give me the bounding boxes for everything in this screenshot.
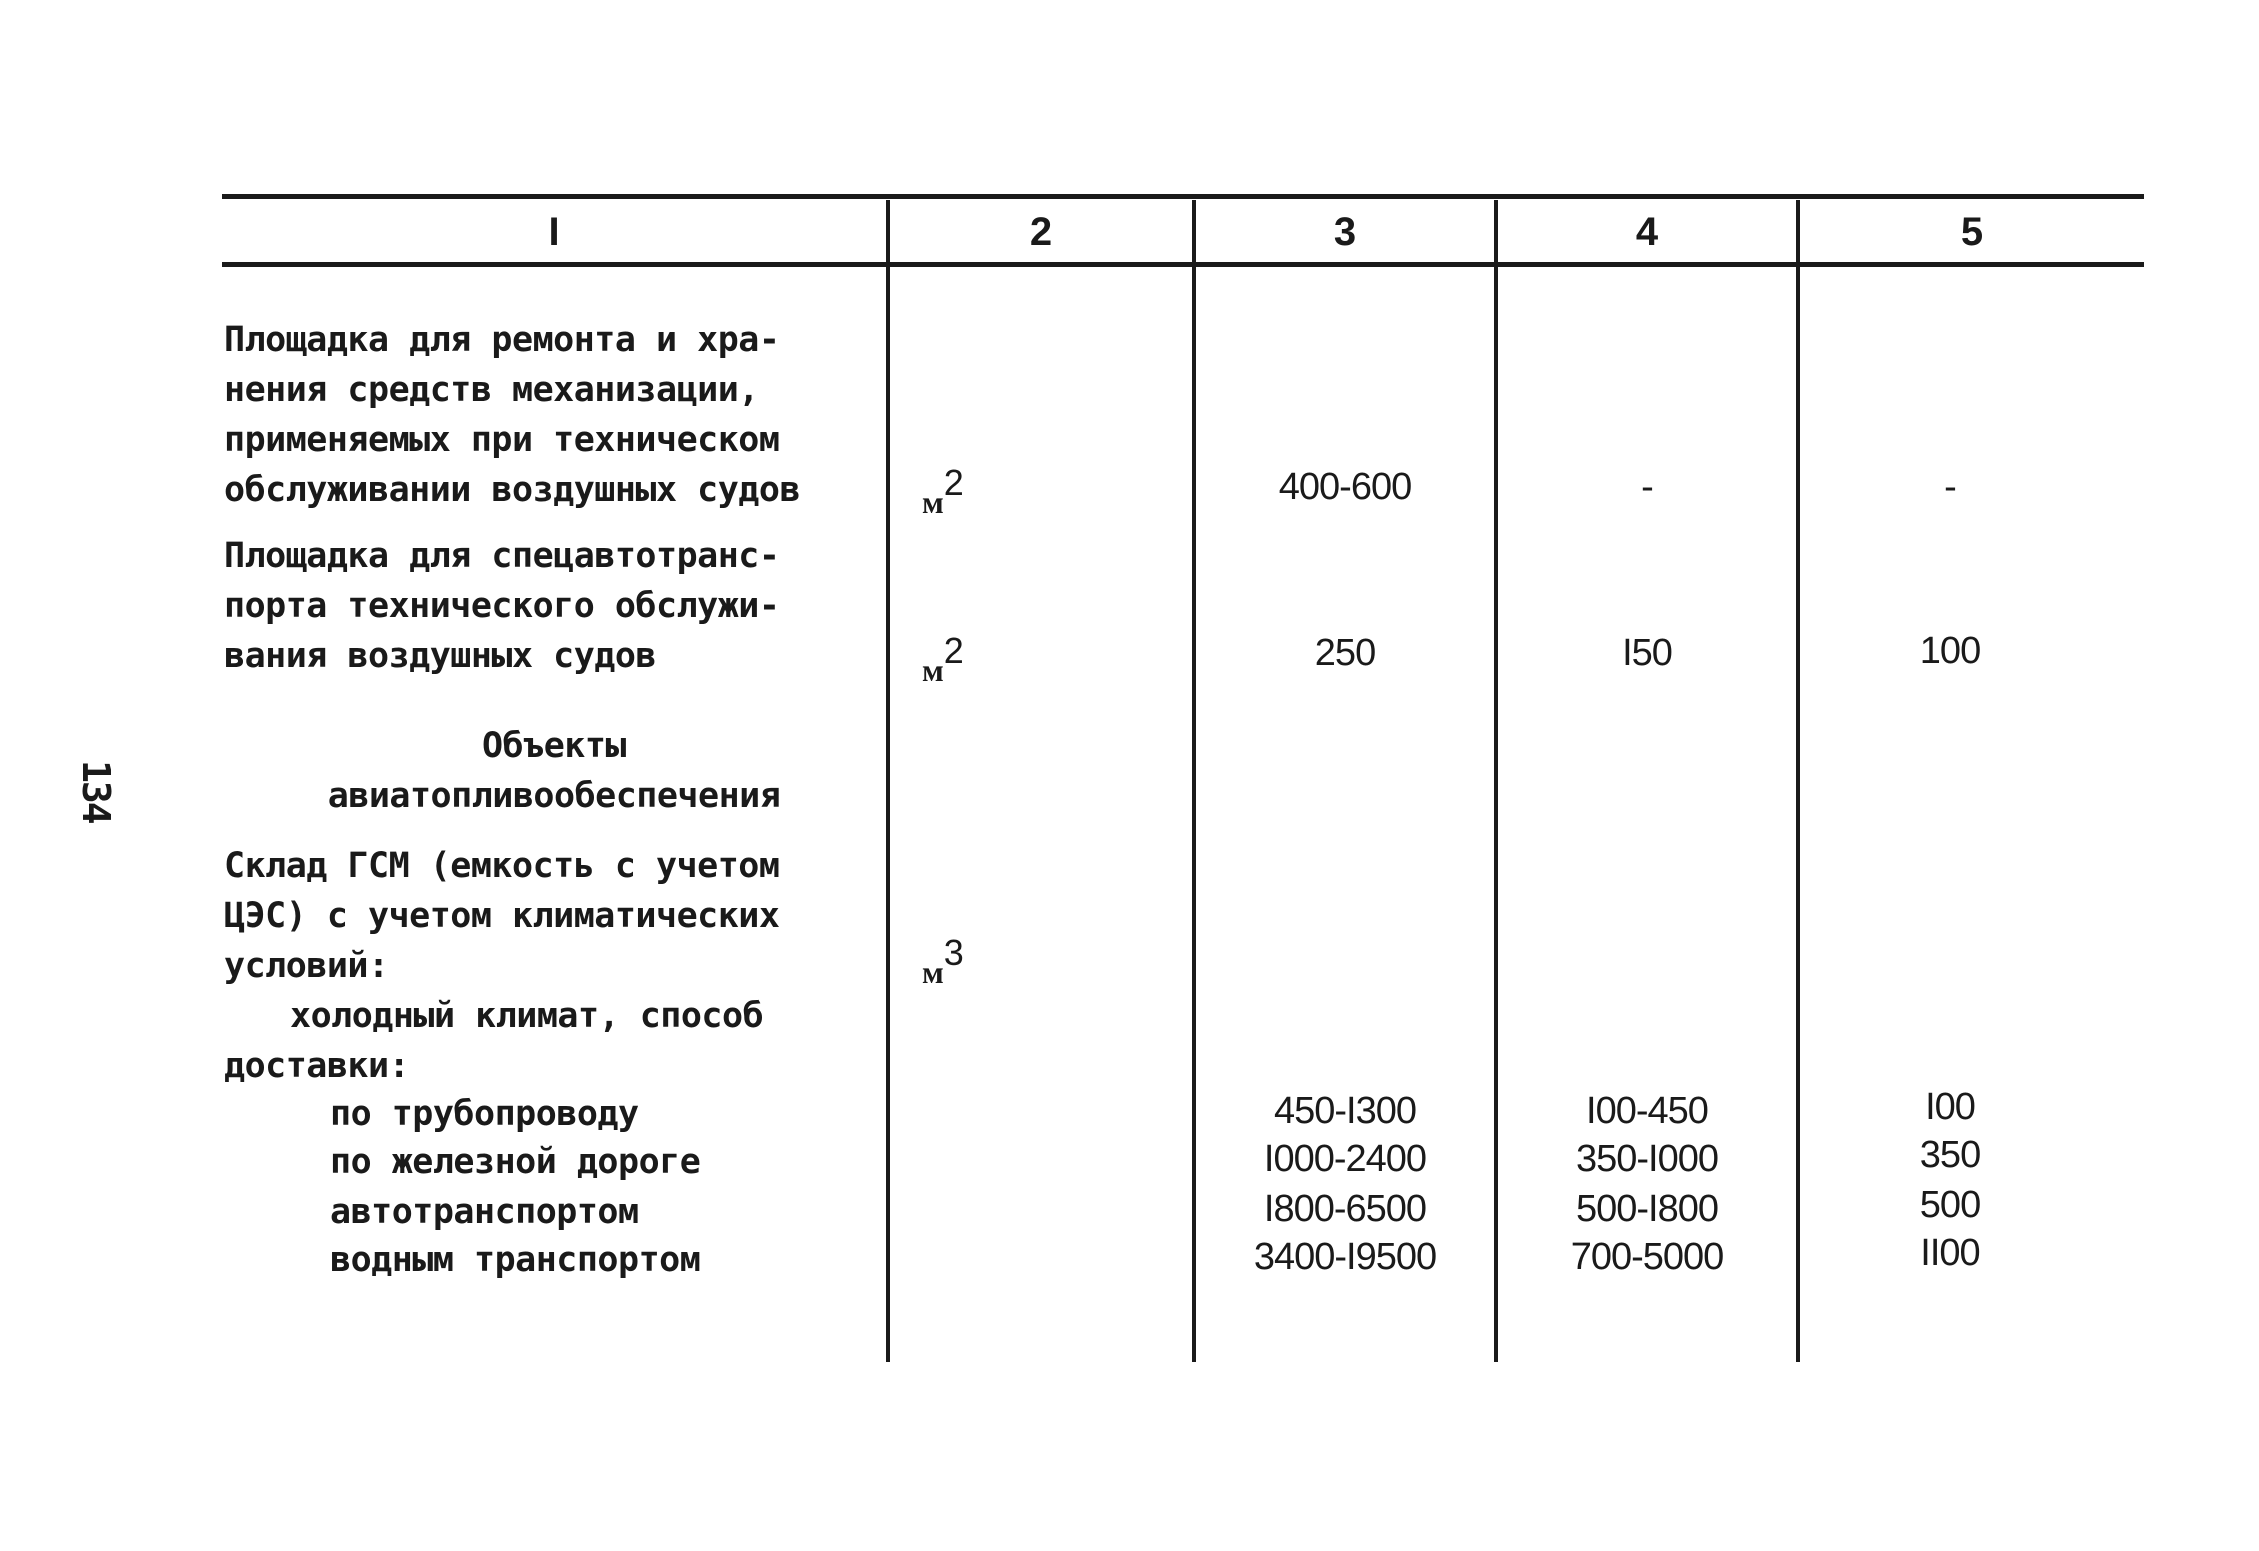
column-header-2: 2 [1029,209,1053,254]
subitem-label: водным транспортом [330,1240,701,1280]
value-col3: I000-2400 [1263,1138,1427,1180]
value-col5: 500 [1919,1184,1981,1226]
value-col3: I800-6500 [1263,1188,1427,1230]
column-header-4: 4 [1635,209,1659,254]
value-col4: I50 [1622,632,1672,674]
subitem-label: по железной дороге [330,1142,701,1182]
row-label-line: вания воздушных судов [224,636,657,676]
column-header-5: 5 [1960,209,1984,254]
column-header-1: I [548,209,560,254]
value-col5: 100 [1919,630,1981,672]
value-col3: 400-600 [1278,466,1412,508]
table-top-rule [222,194,2144,199]
subitem-label: автотранспортом [330,1192,639,1232]
value-col5: 350 [1919,1134,1981,1176]
row-label-line: ЦЭС) с учетом климатических [224,896,780,936]
row-label-line: порта технического обслужи- [224,586,780,626]
value-col4: I00-450 [1586,1090,1708,1132]
row-label-line: обслуживании воздушных судов [224,470,801,510]
value-col5: - [1944,466,1956,508]
page-number: 134 [74,760,118,823]
unit-label: $м^2$ [922,630,964,688]
sub-header-line: холодный климат, способ [290,996,764,1036]
value-col5: II00 [1920,1232,1980,1274]
section-heading-line: авиатопливообеспечения [327,776,781,816]
value-col4: 350-I000 [1575,1138,1718,1180]
subitem-label: по трубопроводу [330,1094,639,1134]
unit-label: $м^3$ [922,932,964,990]
column-header-3: 3 [1333,209,1357,254]
row-label-line: Площадка для спецавтотранс- [224,536,780,576]
row-label-line: условий: [224,946,389,986]
value-col5: I00 [1925,1086,1975,1128]
row-label-line: нения средств механизации, [224,370,759,410]
value-col4: 500-I800 [1575,1188,1718,1230]
section-heading-line: Объекты [481,726,626,766]
column-divider [886,200,890,1362]
value-col4: - [1641,466,1653,508]
value-col3: 450-I300 [1273,1090,1416,1132]
unit-label: $м^2$ [922,462,964,520]
value-col3: 250 [1314,632,1376,674]
sub-header-line: доставки: [224,1046,410,1086]
row-label-line: Площадка для ремонта и хра- [224,320,780,360]
row-label-line: Склад ГСМ (емкость с учетом [224,846,780,886]
row-label-line: применяемых при техническом [224,420,780,460]
value-col4: 700-5000 [1570,1236,1724,1278]
value-col3: 3400-I9500 [1253,1236,1437,1278]
